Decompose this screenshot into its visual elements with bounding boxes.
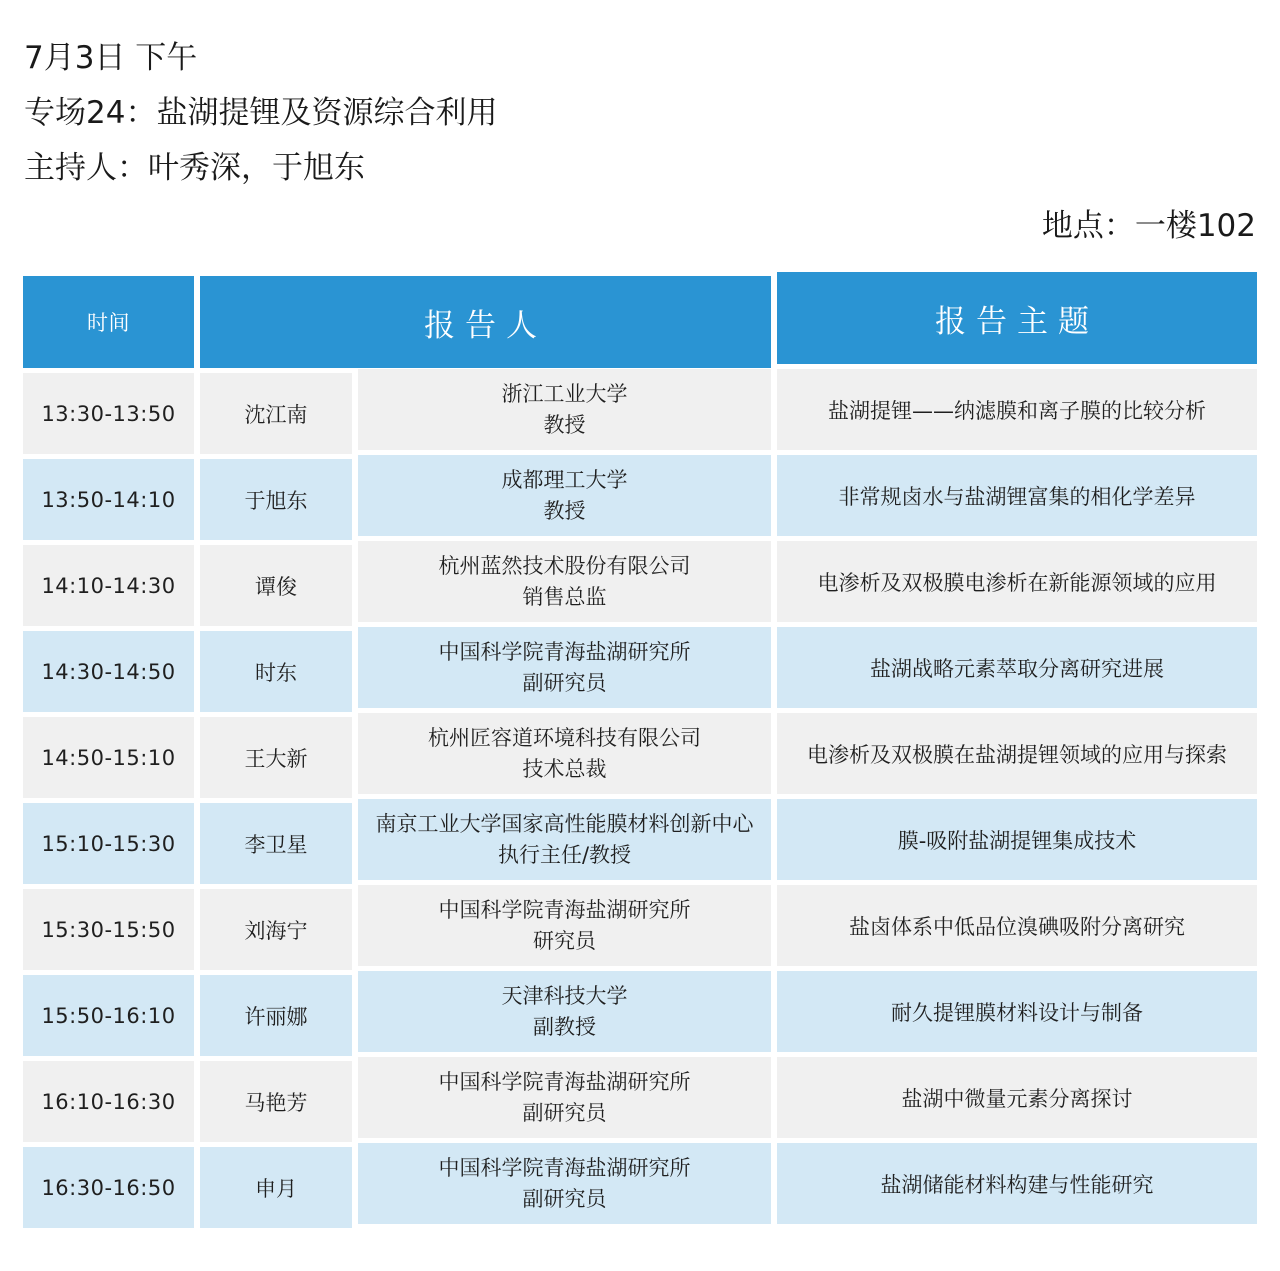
row-org: 杭州蓝然技术股份有限公司 xyxy=(438,553,691,578)
row-org: 中国科学院青海盐湖研究所 xyxy=(438,639,691,664)
row-topic: 膜-吸附盐湖提锂集成技术 xyxy=(777,799,1257,880)
row-speaker-affiliation xyxy=(358,369,771,450)
table-row xyxy=(23,975,1257,1056)
session-title: 专场24：盐湖提锂及资源综合利用 xyxy=(24,95,498,131)
row-speaker-name: 谭俊 xyxy=(200,545,352,626)
row-time: 15:10-15:30 xyxy=(23,803,194,884)
session-location: 地点：一楼102 xyxy=(1041,208,1256,244)
row-speaker-affiliation xyxy=(358,627,771,708)
row-speaker-name: 刘海宁 xyxy=(200,889,352,970)
row-time: 16:30-16:50 xyxy=(23,1147,194,1228)
row-topic: 盐湖中微量元素分离探讨 xyxy=(777,1057,1257,1138)
row-title: 副研究员 xyxy=(522,1186,607,1211)
row-org: 南京工业大学国家高性能膜材料创新中心 xyxy=(375,811,754,836)
row-title: 销售总监 xyxy=(522,584,607,609)
row-org: 中国科学院青海盐湖研究所 xyxy=(438,897,691,922)
row-speaker-affiliation xyxy=(358,541,771,622)
row-org: 成都理工大学 xyxy=(501,467,628,492)
row-org: 浙江工业大学 xyxy=(501,381,628,406)
row-time: 14:10-14:30 xyxy=(23,545,194,626)
row-topic: 盐卤体系中低品位溴碘吸附分离研究 xyxy=(777,885,1257,966)
row-speaker-affiliation xyxy=(358,1057,771,1138)
row-topic: 盐湖提锂——纳滤膜和离子膜的比较分析 xyxy=(777,369,1257,450)
row-time: 13:30-13:50 xyxy=(23,373,194,454)
row-time: 16:10-16:30 xyxy=(23,1061,194,1142)
table-header-row xyxy=(23,276,1257,368)
table-row xyxy=(23,889,1257,970)
row-title: 教授 xyxy=(543,412,586,437)
row-topic: 盐湖储能材料构建与性能研究 xyxy=(777,1143,1257,1224)
row-title: 执行主任/教授 xyxy=(497,842,632,867)
row-time: 15:50-16:10 xyxy=(23,975,194,1056)
row-speaker-name: 许丽娜 xyxy=(200,975,352,1056)
row-speaker-name: 申月 xyxy=(200,1147,352,1228)
row-title: 副研究员 xyxy=(522,670,607,695)
row-title: 研究员 xyxy=(533,928,596,953)
table-row xyxy=(23,1147,1257,1228)
row-topic: 耐久提锂膜材料设计与制备 xyxy=(777,971,1257,1052)
table-row xyxy=(23,545,1257,626)
session-date: 7月3日 下午 xyxy=(24,40,198,76)
row-speaker-affiliation xyxy=(358,799,771,880)
row-title: 副研究员 xyxy=(522,1100,607,1125)
row-speaker-name: 王大新 xyxy=(200,717,352,798)
session-hosts: 主持人：叶秀深，于旭东 xyxy=(24,150,365,186)
row-org: 杭州匠容道环境科技有限公司 xyxy=(428,725,701,750)
row-topic: 电渗析及双极膜电渗析在新能源领域的应用 xyxy=(777,541,1257,622)
row-speaker-affiliation xyxy=(358,1143,771,1224)
table-row xyxy=(23,373,1257,454)
table-row xyxy=(23,717,1257,798)
row-speaker-name: 李卫星 xyxy=(200,803,352,884)
row-time: 14:30-14:50 xyxy=(23,631,194,712)
table-row xyxy=(23,631,1257,712)
row-speaker-name: 沈江南 xyxy=(200,373,352,454)
row-speaker-affiliation xyxy=(358,713,771,794)
row-topic: 非常规卤水与盐湖锂富集的相化学差异 xyxy=(777,455,1257,536)
row-org: 中国科学院青海盐湖研究所 xyxy=(438,1155,691,1180)
row-time: 15:30-15:50 xyxy=(23,889,194,970)
row-org: 天津科技大学 xyxy=(501,983,628,1008)
row-topic: 盐湖战略元素萃取分离研究进展 xyxy=(777,627,1257,708)
table-body xyxy=(23,373,1257,1228)
row-time: 13:50-14:10 xyxy=(23,459,194,540)
row-time: 14:50-15:10 xyxy=(23,717,194,798)
column-header-time: 时间 xyxy=(23,276,194,368)
schedule-table xyxy=(23,276,1257,1228)
row-speaker-name: 时东 xyxy=(200,631,352,712)
row-speaker-name: 于旭东 xyxy=(200,459,352,540)
table-row xyxy=(23,459,1257,540)
row-topic: 电渗析及双极膜在盐湖提锂领域的应用与探索 xyxy=(777,713,1257,794)
row-speaker-affiliation xyxy=(358,455,771,536)
table-row xyxy=(23,1061,1257,1142)
row-speaker-affiliation xyxy=(358,971,771,1052)
row-speaker-name: 马艳芳 xyxy=(200,1061,352,1142)
row-org: 中国科学院青海盐湖研究所 xyxy=(438,1069,691,1094)
row-title: 副教授 xyxy=(533,1014,596,1039)
row-title: 教授 xyxy=(543,498,586,523)
column-header-topic: 报告主题 xyxy=(777,272,1257,364)
row-speaker-affiliation xyxy=(358,885,771,966)
table-row xyxy=(23,803,1257,884)
column-header-speaker: 报告人 xyxy=(200,276,771,368)
row-title: 技术总裁 xyxy=(522,756,607,781)
